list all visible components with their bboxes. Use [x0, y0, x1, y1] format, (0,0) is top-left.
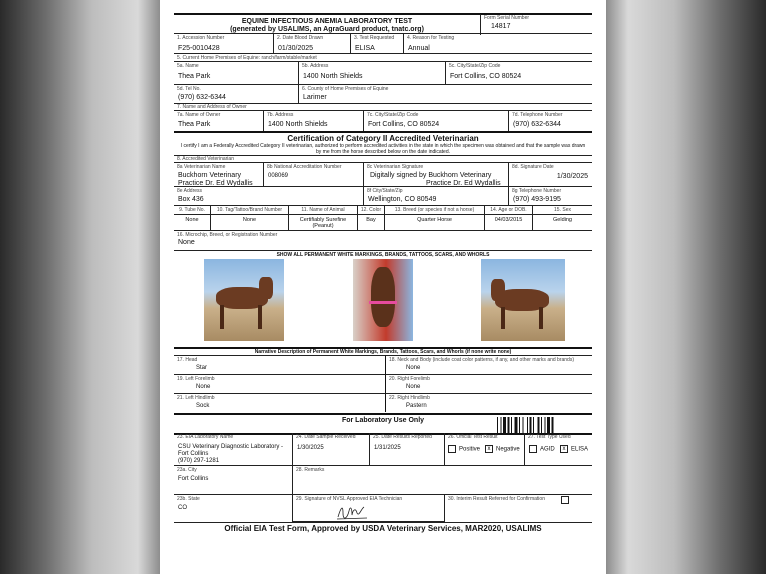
- date-reported-cell: [369, 433, 444, 465]
- form-header: [174, 13, 592, 33]
- label: 6. County of Home Premises of Equine: [302, 86, 389, 92]
- serial-number-cell: [480, 14, 592, 35]
- agid-checkbox[interactable]: [529, 445, 555, 453]
- label: 23a. City: [177, 467, 197, 473]
- value: CO: [178, 505, 187, 511]
- value: Star: [196, 365, 208, 371]
- label: 12. Color: [358, 206, 384, 215]
- lab-state-cell: [174, 494, 292, 522]
- label: 25. Date Results Reported: [373, 434, 432, 440]
- label: Negative: [496, 446, 520, 453]
- label: AGID: [540, 446, 555, 453]
- value: ELISA: [355, 45, 375, 52]
- value: CSU Veterinary Diagnostic Laboratory -: [178, 444, 284, 450]
- remarks-cell: [292, 465, 592, 494]
- label: 10. Tag/Tattoo/Brand Number: [211, 206, 288, 215]
- value: Fort Collins: [178, 451, 209, 457]
- barcode: [497, 417, 590, 433]
- label: 8e Address: [177, 188, 203, 194]
- section-label: 8. Accredited Veterinarian: [177, 156, 234, 162]
- label: 8c Veterinarian Signature: [367, 164, 424, 170]
- form-footer: Official EIA Test Form, Approved by USDA Veterinary Services, MAR2020, USALIMS: [224, 524, 542, 533]
- value: Gelding: [553, 217, 572, 223]
- marking-cell: [385, 374, 592, 393]
- negative-checkbox[interactable]: [485, 445, 520, 453]
- label: 5a. Name: [177, 63, 199, 69]
- accreditation-cell: [263, 162, 363, 186]
- photos-title: SHOW ALL PERMANENT WHITE MARKINGS, BRANDS, TATTOOS, SCARS, AND WHORLS: [276, 252, 490, 258]
- label: 13. Breed (or species if not a horse): [385, 206, 484, 215]
- label: 4. Reason for Testing: [407, 35, 455, 41]
- label: 8g Telephone Number: [512, 188, 562, 194]
- value: None: [196, 384, 211, 390]
- signature-date-cell: [508, 162, 592, 186]
- date-drawn-cell: [273, 33, 350, 53]
- label: 16. Microchip, Breed, or Registration Number: [177, 232, 278, 238]
- value: Annual: [408, 45, 430, 52]
- label: ELISA: [571, 446, 589, 453]
- label: 2. Date Blood Drawn: [277, 35, 324, 41]
- microchip-cell: [174, 230, 592, 250]
- value: 1400 North Shields: [303, 73, 363, 80]
- marking-cell: [174, 393, 385, 412]
- value: Pastern: [406, 403, 427, 409]
- value: Larimer: [303, 94, 327, 101]
- owner-name-cell: [174, 110, 263, 131]
- label: Positive: [459, 446, 481, 453]
- vet-address-cell: [174, 186, 363, 205]
- vet-signature-cell: [363, 162, 508, 186]
- owner-address-cell: [263, 110, 363, 131]
- value: 008069: [268, 173, 289, 179]
- technician-signature-cell: [292, 494, 444, 522]
- value: [289, 217, 357, 229]
- test-requested-cell: [350, 33, 403, 53]
- value: Bay: [366, 217, 376, 223]
- value: [211, 217, 288, 223]
- label: 19. Left Forelimb: [177, 376, 215, 382]
- label: 11. Name of Animal: [289, 206, 357, 215]
- label: 5b. Address: [302, 63, 329, 69]
- label: 29. Signature of NVSL Approved EIA Technician: [296, 496, 403, 502]
- label: 30. Interim Result Referred for Confirmation: [448, 496, 545, 502]
- value: [358, 217, 384, 223]
- check-mark-icon: x: [560, 445, 568, 453]
- value: 1/31/2025: [374, 445, 401, 451]
- label: 5c. City/State/Zip Code: [449, 63, 501, 69]
- section-label: 7. Name and Address of Owner: [177, 104, 247, 110]
- value: Practice Dr. Ed Wydallis: [178, 180, 253, 187]
- value: [485, 217, 532, 223]
- horse-photo-right-side: [481, 259, 565, 341]
- label: 26. Official Test Result: [448, 434, 498, 440]
- value: Wellington, CO 80549: [368, 196, 437, 203]
- accession-cell: [174, 33, 273, 53]
- test-type-cell: [524, 433, 592, 465]
- label: 8f City/State/Zip: [367, 188, 403, 194]
- value: 01/30/2025: [278, 45, 314, 52]
- vet-name-cell: [174, 162, 263, 186]
- label: 7d. Telephone Number: [512, 112, 563, 118]
- marking-cell: [385, 393, 592, 412]
- lab-name: [178, 444, 283, 465]
- value: Thea Park: [178, 73, 211, 80]
- certification-section: [174, 131, 592, 155]
- value: Practice Dr. Ed Wydallis: [426, 180, 501, 187]
- label: 21. Left Hindlimb: [177, 395, 215, 401]
- label: 23. EIA Laboratory Name: [177, 434, 234, 440]
- cert-title: Certification of Category II Accredited Veterinarian: [287, 134, 479, 143]
- test-result-cell: [444, 433, 524, 465]
- label: 15. Sex: [533, 206, 592, 215]
- label: 1. Accession Number: [177, 35, 225, 41]
- label: 8d. Signature Date: [512, 164, 554, 170]
- animal-cell: [174, 205, 210, 230]
- value: None: [406, 384, 421, 390]
- value: (970) 632-6344: [178, 94, 226, 101]
- value: None: [178, 239, 195, 246]
- form-subtitle: (generated by USALIMS, an AgraGuard product, tnatc.org): [230, 26, 424, 33]
- value: Fort Collins, CO 80524: [450, 73, 522, 80]
- animal-cell: [210, 205, 288, 230]
- marking-cell: [385, 355, 592, 374]
- premises-city-cell: [445, 61, 592, 84]
- premises-address-cell: [298, 61, 445, 84]
- label: 24. Date Sample Received: [296, 434, 356, 440]
- value: Quarter Horse: [417, 217, 452, 223]
- label: 20. Right Forelimb: [389, 376, 430, 382]
- county-cell: [298, 84, 592, 103]
- label: 27. Test Type Used: [528, 434, 571, 440]
- value: [174, 217, 210, 223]
- premises-tel-cell: [174, 84, 298, 103]
- label: 18. Neck and Body (include coat color patterns, if any, and other marks and brands): [389, 357, 575, 363]
- label: 5d. Tel No.: [177, 86, 201, 92]
- value: [385, 217, 484, 223]
- horse-photo-front: [353, 259, 413, 341]
- form-title: EQUINE INFECTIOUS ANEMIA LABORATORY TEST: [241, 18, 413, 25]
- owner-phone-cell: [508, 110, 592, 131]
- cert-text: I certify I am a Federally Accredited Category II veterinarian, authorized to perform accredited activities in the state in which the specimen was obtained and that the sample was drawn by me from the horse described below on the date indicated.: [180, 143, 586, 155]
- marking-cell: [174, 355, 385, 374]
- animal-cell: [532, 205, 592, 230]
- value: [533, 217, 592, 223]
- value: 1/30/2025: [556, 173, 588, 180]
- animal-cell: [384, 205, 484, 230]
- vet-city-cell: [363, 186, 508, 205]
- value: Sock: [196, 403, 210, 409]
- label: 17. Head: [177, 357, 198, 363]
- value: Fort Collins, CO 80524: [368, 121, 440, 128]
- interim-checkbox[interactable]: [561, 496, 569, 504]
- section-label: 5. Current Home Premises of Equine: ranch/farm/stable/market: [177, 55, 317, 61]
- label: 3. Test Requested: [354, 35, 395, 41]
- label: 22. Right Hindlimb: [389, 395, 430, 401]
- value: Certifiably Surefine: [299, 217, 347, 223]
- owner-city-cell: [363, 110, 508, 131]
- marking-cell: [174, 374, 385, 393]
- label: 8b National Accreditation Number: [267, 164, 342, 170]
- value: None: [185, 217, 199, 223]
- animal-cell: [484, 205, 532, 230]
- check-mark-icon: x: [485, 445, 493, 453]
- value: Box 436: [178, 196, 204, 203]
- label: 23b. State: [177, 496, 200, 502]
- value: Fort Collins: [178, 476, 209, 482]
- narrative-title: Narrative Description of Permanent White Markings, Brands, Tattoos, Scars, and Whorls (if none write none): [254, 349, 512, 355]
- value: 1400 North Shields: [268, 121, 328, 128]
- label: 7a. Name of Owner: [177, 112, 221, 118]
- reason-cell: [403, 33, 592, 53]
- horse-photo-left-side: [204, 259, 284, 341]
- label: 28. Remarks: [296, 467, 325, 473]
- elisa-checkbox[interactable]: [560, 445, 588, 453]
- lab-city-cell: [174, 465, 292, 494]
- label: 14. Age or DOB.: [485, 206, 532, 215]
- value: (970) 632-6344: [513, 121, 561, 128]
- value: 04/03/2015: [494, 217, 523, 223]
- lab-use-title: For Laboratory Use Only: [341, 417, 425, 424]
- value: (970) 493-9195: [513, 196, 561, 203]
- value: Buckhorn Veterinary: [178, 172, 242, 179]
- vet-phone-cell: [508, 186, 592, 205]
- value: None: [406, 365, 421, 371]
- signature-image: [335, 503, 369, 521]
- label: 9. Tube No.: [174, 206, 210, 215]
- label: 7b. Address: [267, 112, 294, 118]
- serial-number: 14817: [491, 23, 511, 30]
- value: Thea Park: [178, 121, 211, 128]
- value: None: [242, 217, 257, 223]
- lab-name-cell: [174, 433, 292, 465]
- value: (970) 297-1281: [178, 458, 220, 464]
- animal-cell: [357, 205, 384, 230]
- positive-checkbox[interactable]: [448, 445, 480, 453]
- animal-cell: [288, 205, 357, 230]
- interim-result-cell: [444, 494, 592, 522]
- label: 8a Veterinarian Name: [177, 164, 226, 170]
- value: (Peanut): [312, 223, 334, 229]
- premises-name-cell: [174, 61, 298, 84]
- date-received-cell: [292, 433, 369, 465]
- label: 7c. City/State/Zip Code: [367, 112, 419, 118]
- value: Digitally signed by Buckhorn Veterinary: [370, 172, 492, 179]
- label: Form Serial Number: [484, 15, 530, 21]
- value: 1/30/2025: [297, 445, 324, 451]
- value: F25-0010428: [178, 45, 220, 52]
